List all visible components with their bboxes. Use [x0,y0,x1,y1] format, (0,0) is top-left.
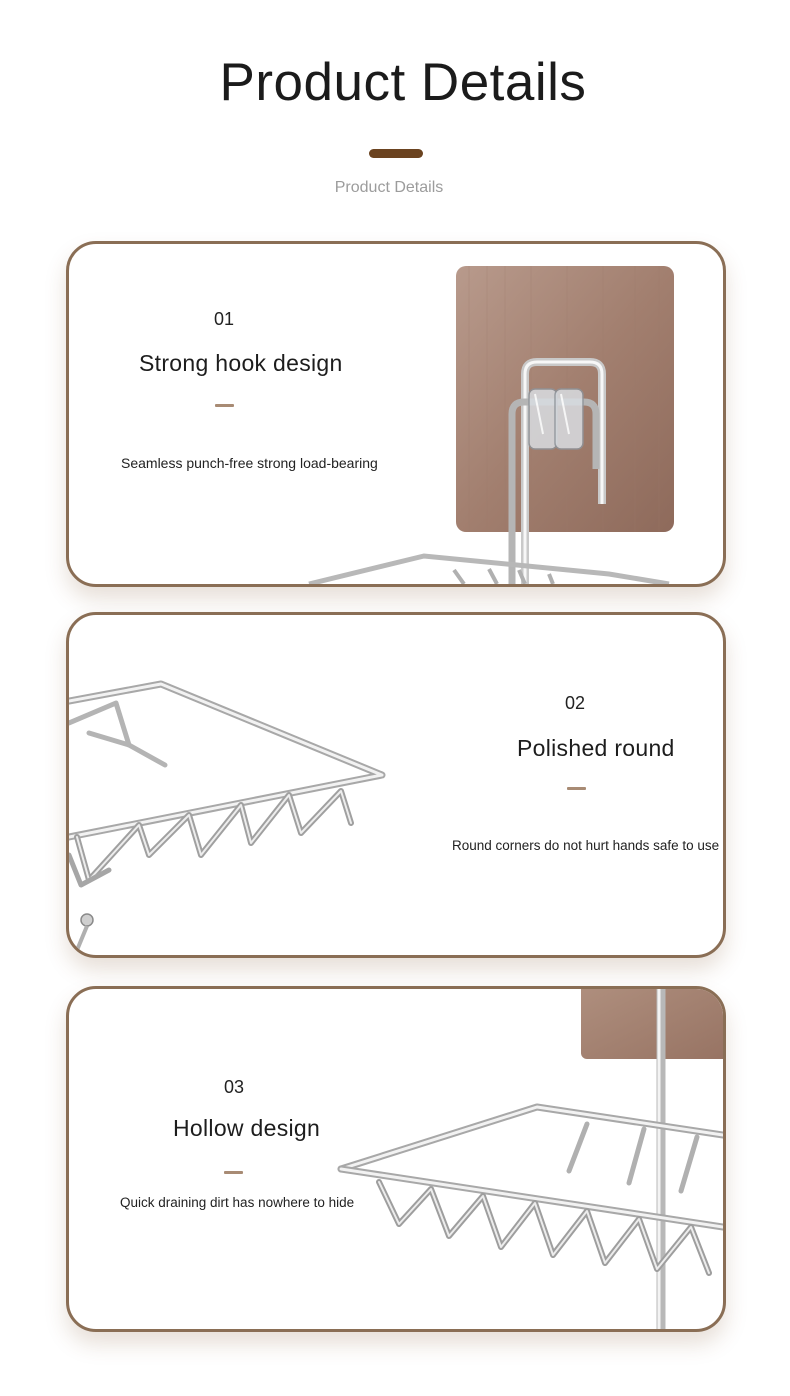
feature-divider [215,404,234,407]
feature-number: 03 [224,1077,245,1097]
title-accent-bar [369,149,423,158]
page-subtitle: Product Details [334,179,444,196]
feature-title: Strong hook design [139,350,343,376]
feature-card-1 [66,241,726,587]
adhesive-hook-image [69,244,723,584]
feature-description: Round corners do not hurt hands safe to use [452,838,720,853]
rounded-corner-image [69,615,723,955]
page-header [0,0,790,230]
feature-title: Hollow design [173,1115,321,1141]
feature-divider [567,787,586,790]
feature-number: 02 [565,693,586,713]
feature-description: Quick draining dirt has nowhere to hide [120,1195,355,1210]
page-title: Product Details [219,53,587,112]
feature-title: Polished round [517,735,675,761]
feature-card-2 [66,612,726,958]
hollow-basket-image [69,989,723,1329]
feature-description: Seamless punch-free strong load-bearing [121,455,378,471]
feature-number: 01 [214,309,235,329]
feature-divider [224,1171,243,1174]
feature-card-3 [66,986,726,1332]
